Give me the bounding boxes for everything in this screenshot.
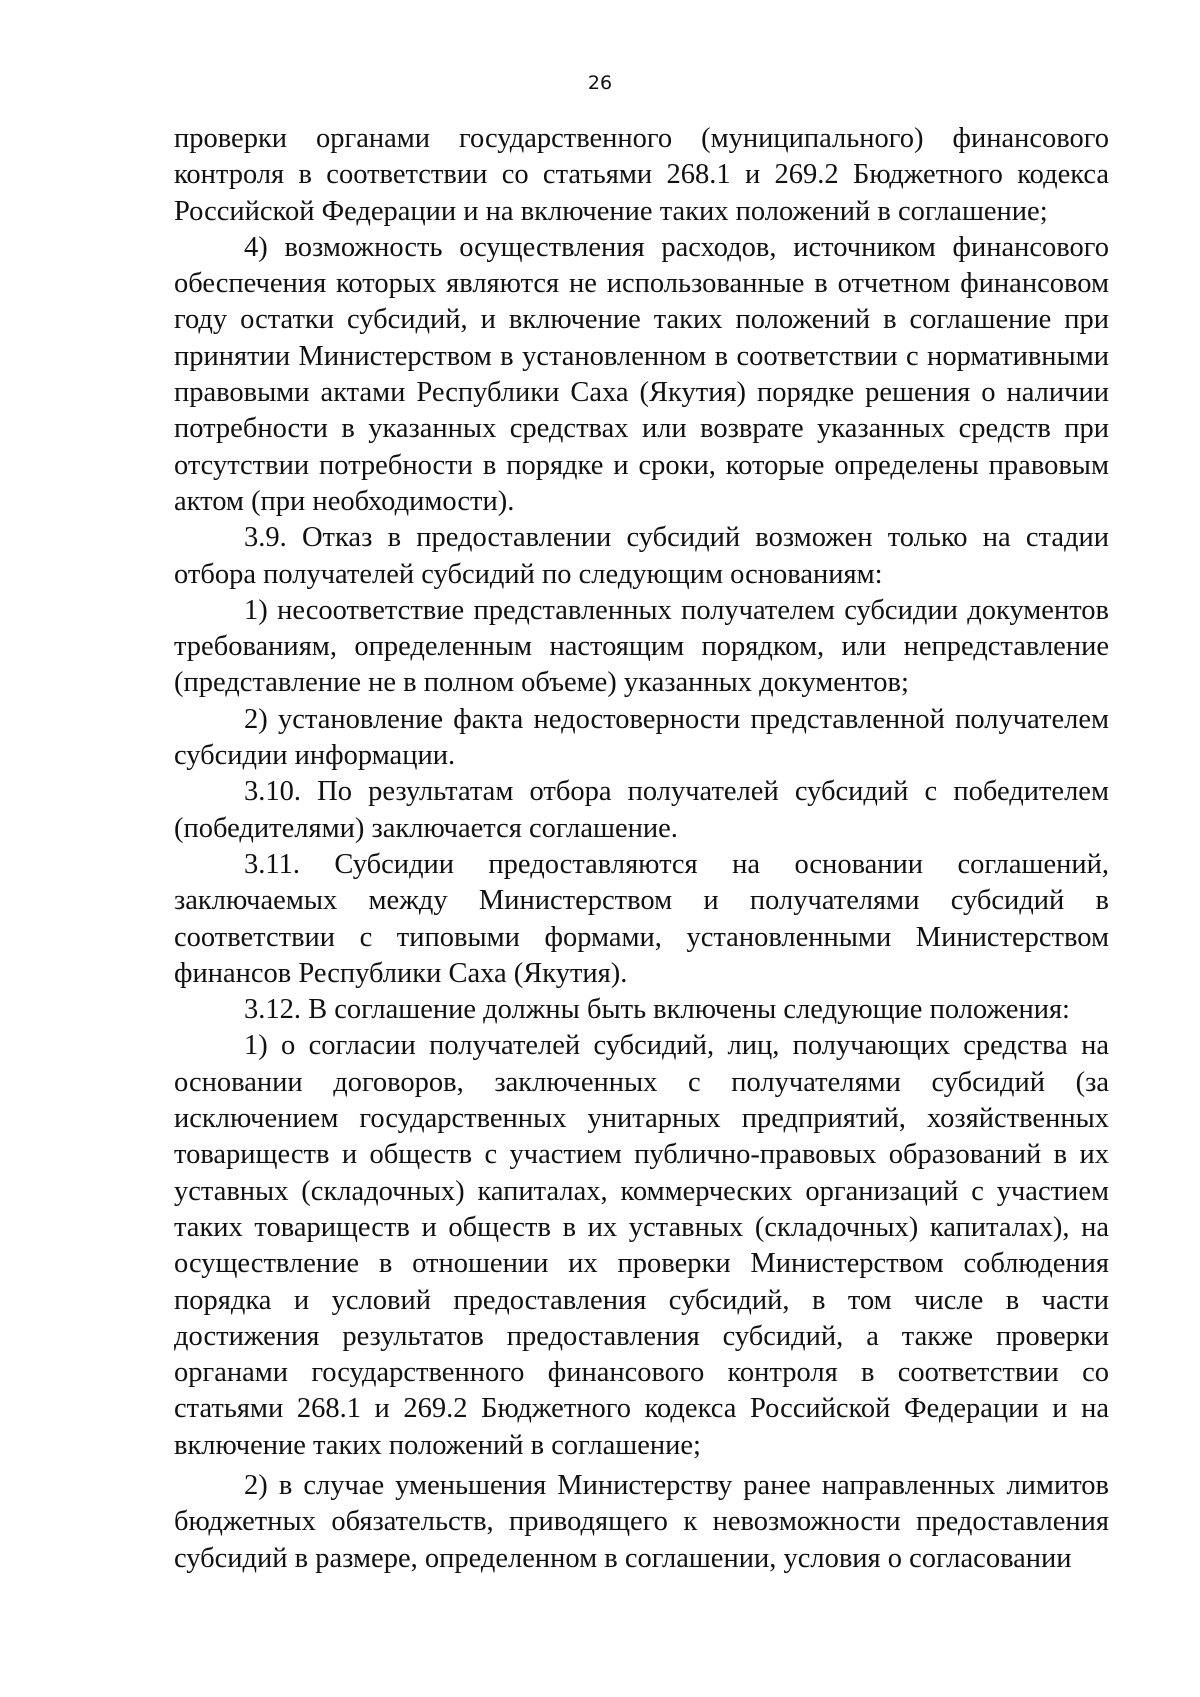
paragraph-3-12-item-2: 2) в случае уменьшения Министерству ранее направленных лимитов бюджетных обязательств, приводящего к невозможности предоставления субсидий в размере, определенном в соглашении, условия о согласовании xyxy=(174,1469,1109,1574)
paragraph-3-9-item-1: 1) несоответствие представленных получателем субсидии документов требованиям, определенным настоящим порядком, или непредставление (представление не в полном объеме) указанных документов; xyxy=(174,594,1109,699)
paragraph-3-11: 3.11. Субсидии предоставляются на основании соглашений, заключаемых между Министерством и получателями субсидий в соответствии с типовыми формами, установленными Министерством финансов Республики Саха (Якутия). xyxy=(174,848,1109,989)
paragraph-3-12-item-1: 1) о согласии получателей субсидий, лиц, получающих средства на основании договоров, заключенных с получателями субсидий (за исключением государственных унитарных предприятий, хозяйственных товариществ и обществ с участием публично-правовых образований в их уставных (складочных) капиталах, коммерческих организаций с участием таких товариществ и обществ в их уставных (складочных) капиталах), на осуществление в отношении их проверки Министерством соблюдения порядка и условий предоставления субсидий, в том числе в части достижения результатов предоставления субсидий, а также проверки органами государственного финансового контроля в соответствии со статьями 268.1 и 269.2 Бюджетного кодекса Российской Федерации и на включение таких положений в соглашение; xyxy=(174,1030,1109,1461)
paragraph-3-9-item-2: 2) установление факта недостоверности представленной получателем субсидии информации. xyxy=(174,703,1109,772)
paragraph-3-10: 3.10. По результатам отбора получателей субсидий с победителем (победителями) заключается соглашение. xyxy=(174,776,1109,844)
document-body xyxy=(174,121,1109,1577)
page-number: 26 xyxy=(587,72,613,94)
paragraph-item-4: 4) возможность осуществления расходов, источником финансового обеспечения которых являются не использованные в отчетном финансовом году остатки субсидий, и включение таких положений в соглашение при принятии Министерством в установленном в соответствии с нормативными правовыми актами Республики Саха (Якутия) порядке решения о наличии потребности в указанных средствах или возврате указанных средств при отсутствии потребности в порядке и сроки, которые определены правовым актом (при необходимости). xyxy=(174,231,1109,517)
paragraph-3-12: 3.12. В соглашение должны быть включены следующие положения: xyxy=(244,994,1070,1026)
paragraph-3-9: 3.9. Отказ в предоставлении субсидий возможен только на стадии отбора получателей субсидий по следующим основаниям: xyxy=(174,522,1109,590)
paragraph-continuation: проверки органами государственного (муниципального) финансового контроля в соответствии со статьями 268.1 и 269.2 Бюджетного кодекса Российской Федерации и на включение таких положений в соглашение; xyxy=(174,123,1109,227)
